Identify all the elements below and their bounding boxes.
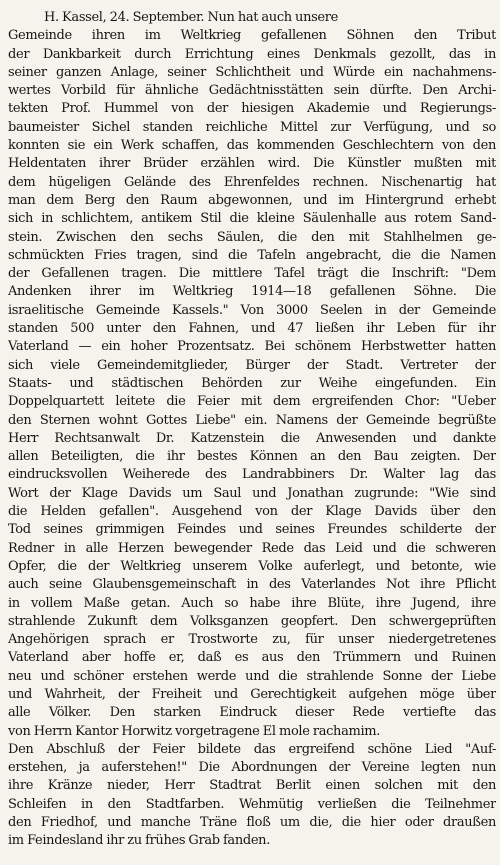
article-line: Gemeinde ihren im Weltkrieg gefallenen Söhnen den Tribut [8,28,496,44]
article-body [8,9,496,851]
article-line: ihre Kränze nieder, Herr Stadtrat Berlit einen solchen mit den [8,778,496,794]
article-line: die Helden gefallen". Ausgehend von der Klage Davids über den [8,504,496,520]
article-line: Vaterland aber hoffe er, daß es aus den Trümmern und Ruinen [8,650,496,666]
article-line: seiner ganzen Anlage, seiner Schlichtheit und Würde ein nachahmens- [8,64,496,80]
article-line: standen 500 unter den Fahnen, und 47 ließen ihr Leben für ihr [8,321,496,337]
article-line: man dem Berg den Raum abgewonnen, und im Hintergrund erhebt [8,192,496,208]
article-line: Opfer, die der Weltkrieg unserem Volke auferlegt, und betonte, wie [8,558,496,574]
article-line: den Sternen wohnt Gottes Liebe" ein. Namens der Gemeinde begrüßte [8,412,496,428]
article-line: dem hügeligen Gelände des Ehrenfeldes rechnen. Nischenartig hat [8,174,496,190]
article-line: den Friedhof, und manche Träne floß um die, die hier oder draußen [8,815,496,831]
article-line: Vaterland — ein hoher Prozentsatz. Bei schönem Herbstwetter hatten [8,339,496,355]
article-line: strahlende Zukunft dem Volksganzen geopfert. Den schwergeprüften [8,613,496,629]
article-line: tekten Prof. Hummel von der hiesigen Akademie und Regierungs- [8,101,496,117]
article-line: Wort der Klage Davids um Saul und Jonathan zugrunde: "Wie sind [8,485,496,501]
article-line: erstehen, ja auferstehen!" Die Abordnungen der Vereine legten nun [8,760,496,776]
article-line: Redner in alle Herzen bewegender Rede das Leid und die schweren [8,540,496,556]
article-line: der Gefallenen tragen. Die mittlere Tafel trägt die Inschrift: "Dem [8,266,496,282]
article-line: eindrucksvollen Weiherede des Landrabbiners Dr. Walter lag das [8,467,496,483]
article-line: in vollem Maße getan. Auch so habe ihre Blüte, ihre Jugend, ihre [8,595,496,611]
article-line: der Dankbarkeit durch Errichtung eines Denkmals gezollt, das in [8,46,496,62]
article-line: alle Völker. Den starken Eindruck dieser Rede vertiefte das [8,705,496,721]
article-line: Doppelquartett leitete die Feier mit dem ergreifenden Chor: "Ueber [8,394,496,410]
article-line: auch seine Glaubensgemeinschaft in des Vaterlandes Not ihre Pflicht [8,577,496,593]
article-line: und Wahrheit, der Freiheit und Gerechtigkeit aufgehen möge über [8,686,496,702]
article-line: sich viele Gemeindemitglieder, Bürger der Stadt. Vertreter der [8,357,496,373]
article-line: im Feindesland ihr zu frühes Grab fanden. [8,833,270,849]
article-line: allen Beteiligten, die ihr bestes Können an den Bau zeigten. Der [8,449,496,465]
article-line: baumeister Sichel standen reichliche Mittel zur Verfügung, und so [8,119,496,135]
article-line: Tod seines grimmigen Feindes und seines Freundes schilderte der [8,522,496,538]
article-line: konnten sie ein Werk schaffen, das kommenden Geschlechtern von den [8,138,496,154]
article-line: schmückten Fries tragen, sind die Tafeln angebracht, die die Namen [8,247,496,263]
article-line: neu und schöner erstehen werde und die strahlende Sonne der Liebe [8,668,496,684]
article-line: Andenken ihrer im Weltkrieg 1914—18 gefallenen Söhne. Die [8,284,496,300]
article-line: wertes Vorbild für ähnliche Gedächtnisstätten sein dürfte. Den Archi- [8,83,496,99]
article-line: Herr Rechtsanwalt Dr. Katzenstein die Anwesenden und dankte [8,430,496,446]
article-line: israelitische Gemeinde Kassels." Von 3000 Seelen in der Gemeinde [8,302,496,318]
article-line: sich in schlichtem, antikem Stil die kleine Säulenhalle aus rotem Sand- [8,211,496,227]
article-line: Heldentaten ihrer Brüder erzählen wird. Die Künstler mußten mit [8,156,496,172]
article-line: Schleifen in den Stadtfarben. Wehmütig verließen die Teilnehmer [8,796,496,812]
article-line: Den Abschluß der Feier bildete das ergreifend schöne Lied "Auf- [8,741,496,757]
article-line: stein. Zwischen den sechs Säulen, die den mit Stahlhelmen ge- [8,229,496,245]
article-line: H. Kassel, 24. September. Nun hat auch unsere [44,10,338,25]
article-line: Staats- und städtischen Behörden zur Weihe eingefunden. Ein [8,375,496,391]
article-line: von Herrn Kantor Horwitz vorgetragene El mole rachamim. [8,723,381,739]
article-line: Angehörigen sprach er Trostworte zu, für unser niedergetretenes [8,632,496,648]
